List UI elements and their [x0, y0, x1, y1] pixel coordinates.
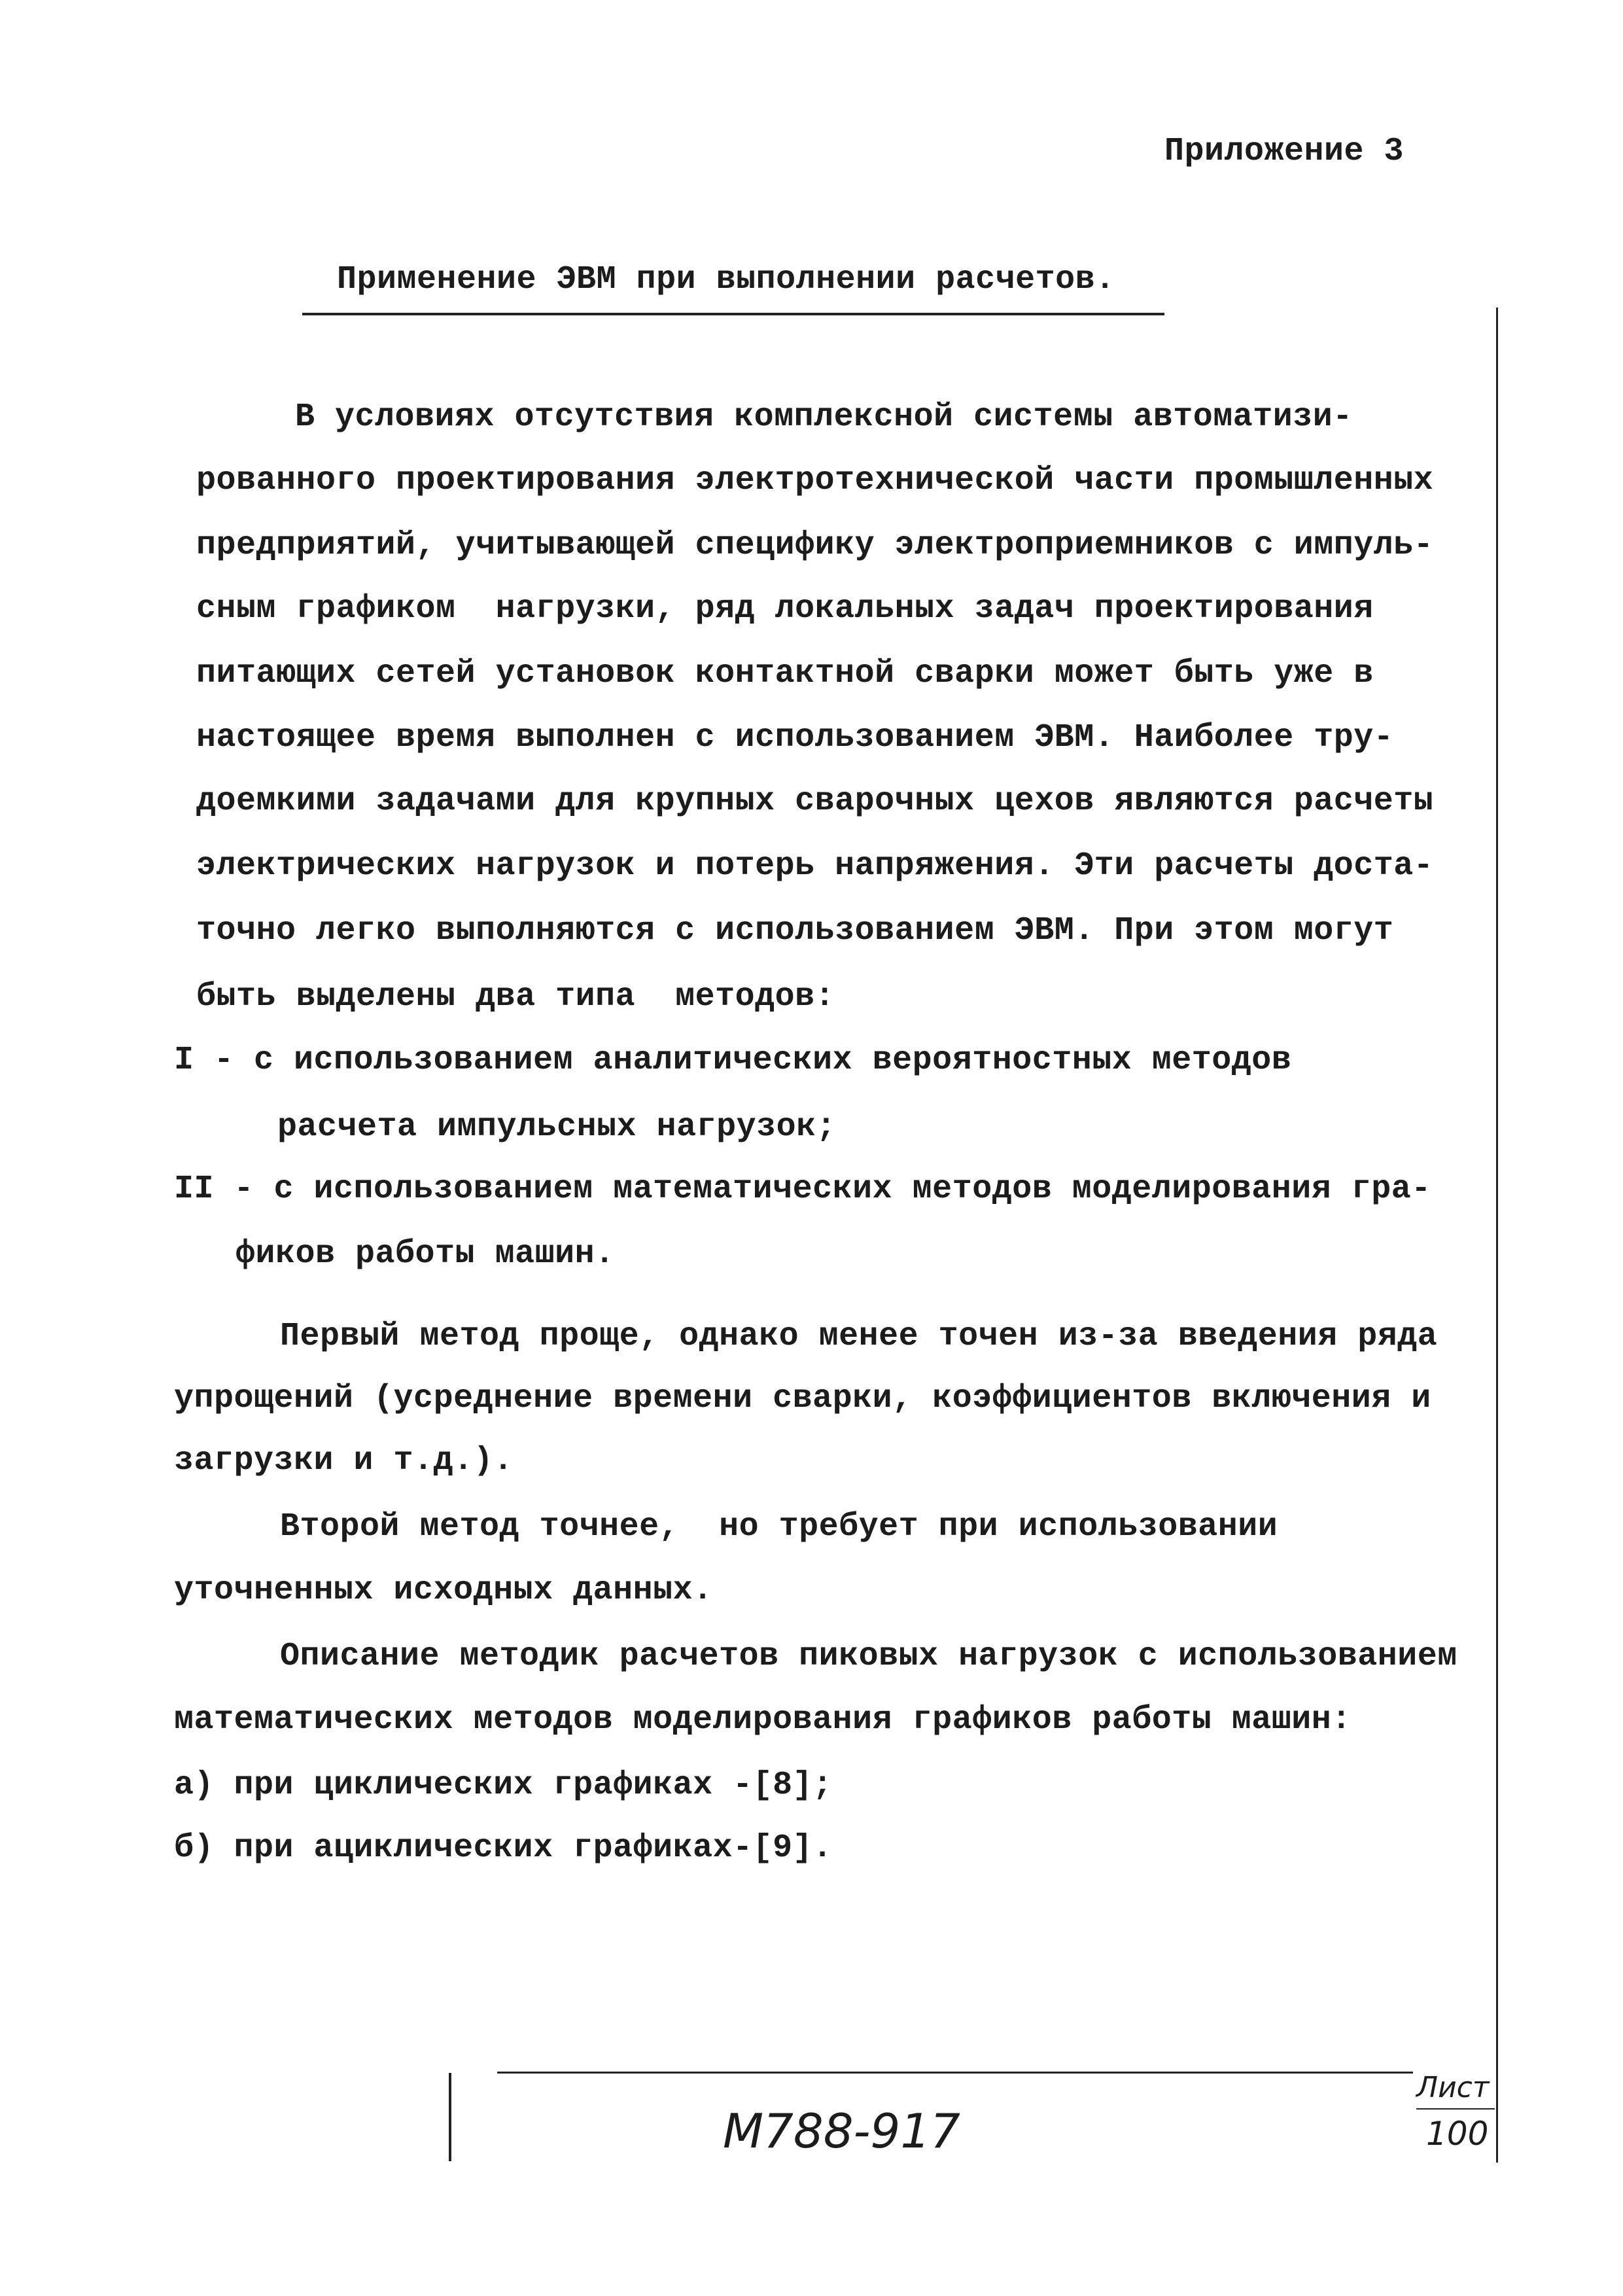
text-line: загрузки и т.д.).: [174, 1442, 514, 1479]
text-line: рованного проектирования электротехнической части промышленных: [196, 462, 1434, 499]
title-underline: [302, 313, 1164, 315]
sheet-cell-divider: [1416, 2108, 1495, 2110]
text-line: Описание методик расчетов пиковых нагрузок с использованием: [280, 1638, 1457, 1675]
text-line: сным графиком нагрузки, ряд локальных задач проектирования: [196, 590, 1374, 627]
list-item-1: I - с использованием аналитических вероятностных методов: [174, 1042, 1292, 1079]
list-item-2: II - с использованием математических методов моделирования гра-: [174, 1171, 1431, 1208]
reference-b: б) при ациклических графиках-[9].: [174, 1829, 833, 1867]
right-border: [1496, 308, 1498, 2163]
text-line: доемкими задачами для крупных сварочных цехов являются расчеты: [196, 783, 1434, 820]
footer-top-line: [497, 2072, 1413, 2074]
document-code: М788-917: [723, 2104, 960, 2159]
appendix-label: Приложение 3: [1164, 133, 1405, 170]
page-title: Применение ЭВМ при выполнении расчетов.: [337, 261, 1115, 298]
text-line: Второй метод точнее, но требует при использовании: [280, 1508, 1278, 1545]
text-line: Первый метод проще, однако менее точен из-за введения ряда: [280, 1318, 1438, 1355]
text-line: быть выделены два типа методов:: [196, 978, 835, 1016]
text-line: расчета импульсных нагрузок;: [277, 1108, 837, 1146]
reference-a: а) при циклических графиках -[8];: [174, 1767, 833, 1804]
text-line: уточненных исходных данных.: [174, 1572, 713, 1609]
sheet-number: 100: [1426, 2115, 1489, 2153]
text-line: настоящее время выполнен с использованием ЭВМ. Наиболее тру-: [196, 719, 1394, 756]
text-line: предприятий, учитывающей специфику электроприемников с импуль-: [196, 527, 1434, 564]
text-line: математических методов моделирования графиков работы машин:: [174, 1701, 1352, 1739]
footer-left-line: [449, 2073, 451, 2161]
text-line: питающих сетей установок контактной сварки может быть уже в: [196, 655, 1374, 692]
text-line: В условиях отсутствия комплексной системы автоматизи-: [295, 398, 1353, 436]
text-line: фиков работы машин.: [236, 1235, 615, 1273]
sheet-label: Лист: [1416, 2071, 1490, 2104]
text-line: упрощений (усреднение времени сварки, коэффициентов включения и: [174, 1380, 1431, 1417]
text-line: точно легко выполняются с использованием ЭВМ. При этом могут: [196, 912, 1394, 949]
text-line: электрических нагрузок и потерь напряжения. Эти расчеты доста-: [196, 847, 1434, 885]
